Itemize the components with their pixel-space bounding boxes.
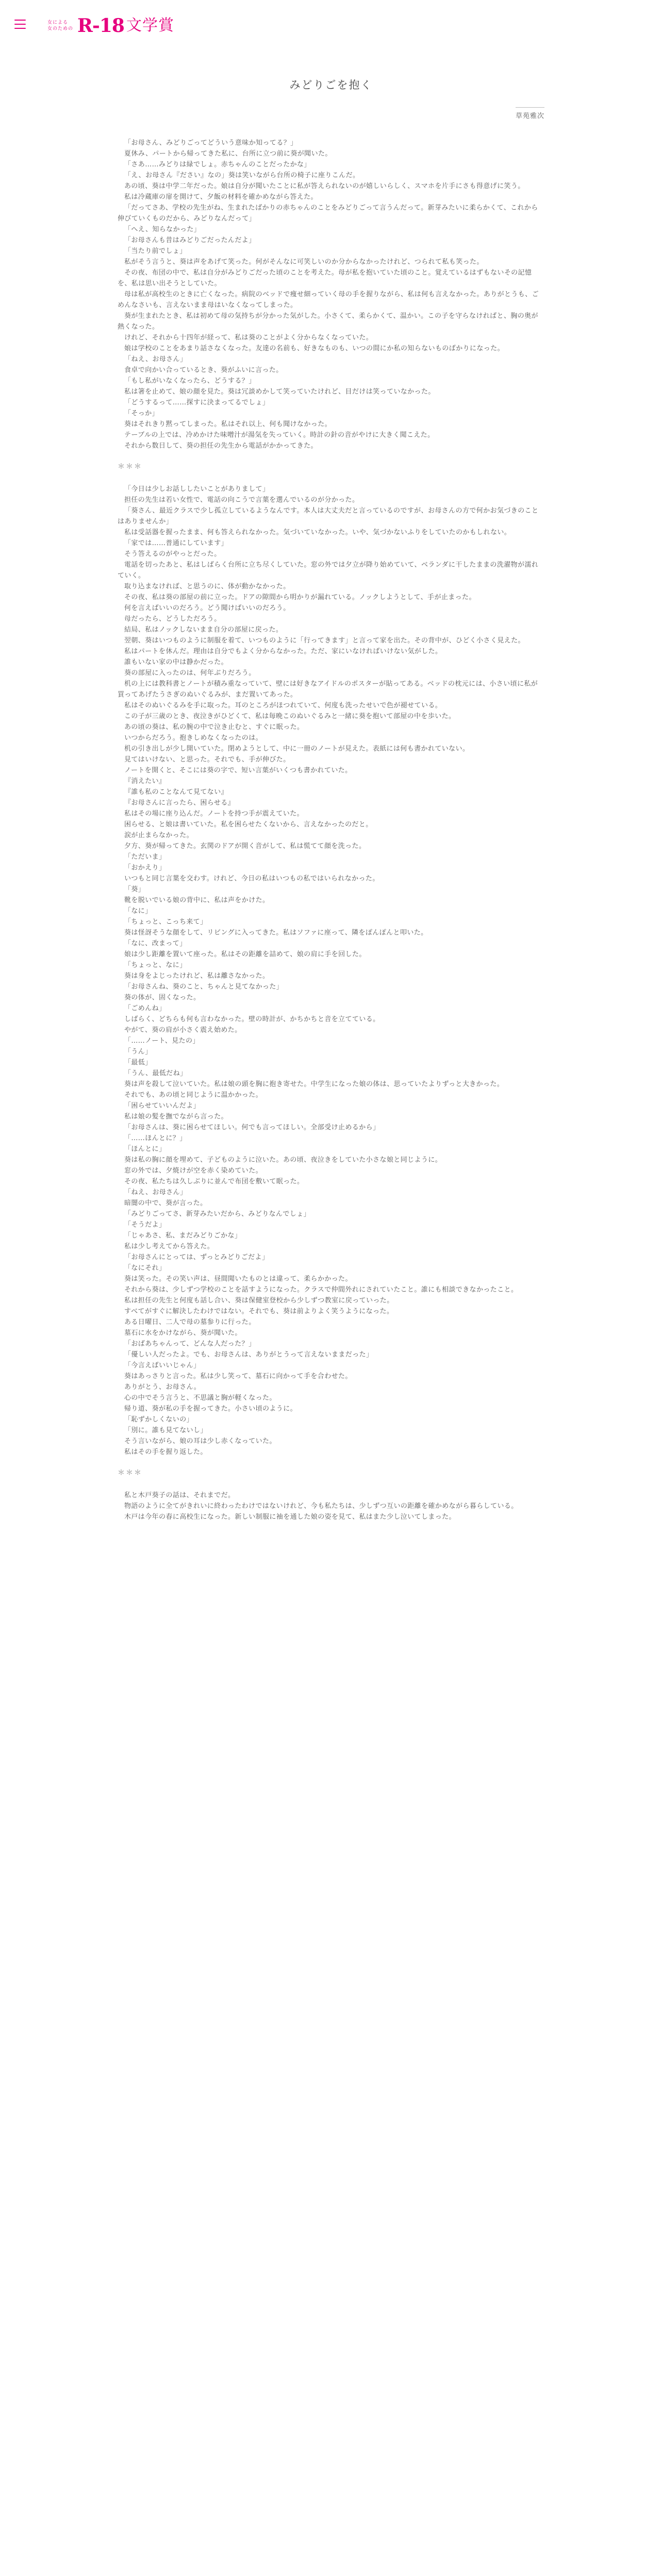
story-paragraph: 担任の先生は若い女性で、電話の向こうで言葉を選んでいるのが分かった。 [124,496,359,504]
story-paragraph: 「じゃあさ、私、まだみどりごかな」 [124,1232,242,1240]
story-paragraph: その夜、布団の中で、私は自分がみどりごだった頃のことを考えた。母が私を抱いていた頃のこと。覚えているはずもないその記憶を、私は思い出そうとしていた。 [118,269,532,287]
story-paragraph: 「お母さんも昔はみどりごだったんだよ」 [124,236,256,244]
story-paragraph: 墓石に水をかけながら、葵が聞いた。 [124,1329,242,1337]
story-paragraph: 母は私が高校生のときに亡くなった。病院のベッドで痩せ細っていく母の手を握りながら、私は何も言えなかった。ありがとうも、ごめんなさいも、言えないまま母はいなくなってしまった。 [118,291,539,309]
story-paragraph: 「そっか」 [124,410,159,417]
story-paragraph: 私はそのぬいぐるみを手に取った。耳のところがほつれていて、何度も洗ったせいで色が褪せている。 [124,702,442,709]
story-paragraph: 帰り道、葵が私の手を握ってきた。小さい頃のように。 [124,1405,297,1413]
story-paragraph: 『お母さんに言ったら、困らせる』 [124,799,235,807]
story-part-1 [118,138,544,451]
story-paragraph: 葵は私の胸に顔を埋めて、子どものように泣いた。あの頃、夜泣きをしていた小さな娘と同じように。 [124,1156,442,1164]
story-paragraph: 「今言えばいいじゃん」 [124,1362,201,1369]
story-paragraph: それから葵は、少しずつ学校のことを話すようになった。クラスで仲間外れにされていたこと。誰にも相談できなかったこと。 [124,1286,518,1294]
story-paragraph: ノートを開くと、そこには葵の字で、短い言葉がいくつも書かれていた。 [124,767,352,774]
story-paragraph: 翌朝、葵はいつものように制服を着て、いつものように「行ってきます」と言って家を出た。その背中が、ひどく小さく見えた。 [124,637,525,645]
story-paragraph: 「どうするって……探すに決まってるでしょ」 [124,399,270,406]
story-paragraph: 「お母さんね、葵のこと、ちゃんと見てなかった」 [124,983,284,991]
story-paragraph: この子が三歳のとき、夜泣きがひどくて、私は毎晩このぬいぐるみと一緒に葵を抱いて部屋の中を歩いた。 [124,713,456,720]
story-paragraph: 「ねえ、お母さん」 [124,1189,187,1196]
story-paragraph: 「お母さん、みどりごってどういう意味か知ってる？」 [124,139,297,147]
story-paragraph: 「葵」 [124,886,145,893]
story-paragraph: 私がそう言うと、葵は声をあげて笑った。何がそんなに可笑しいのか分からなかったけれど、つられて私も笑った。 [124,258,484,266]
site-header [0,0,662,52]
story-paragraph: 「え、お母さん『ださい』なの」葵は笑いながら台所の椅子に座りこんだ。 [124,172,360,179]
story-paragraph: 「もし私がいなくなったら、どうする？」 [124,377,256,385]
story-paragraph: いつからだろう。抱きしめなくなったのは。 [124,734,263,742]
story-paragraph: 食卓で向かい合っているとき、葵がふいに言った。 [124,366,283,374]
story-paragraph: 誰もいない家の中は静かだった。 [124,658,228,666]
story-paragraph: しばらく、どちらも何も言わなかった。壁の時計が、かちかちと音を立てている。 [124,1015,380,1023]
story-paragraph: すべてがすぐに解決したわけではない。それでも、葵は前よりよく笑うようになった。 [124,1308,394,1315]
story-paragraph: 私は冷蔵庫の扉を開けて、夕飯の材料を確かめながら答えた。 [124,193,318,201]
story-paragraph: 葵はあっさりと言った。私は少し笑って、墓石に向かって手を合わせた。 [124,1372,352,1380]
story-paragraph: 「おばあちゃんって、どんな人だった？」 [124,1340,256,1348]
story-paragraph: 「だってさあ、学校の先生がね、生まれたばかりの赤ちゃんのことをみどりごって言うんだって。新芽みたいに柔らかくて、これから伸びていくものだから、みどりなんだって」 [118,204,538,223]
story-paragraph: 「ごめんね」 [124,1005,166,1012]
story-paragraph: 「なに」 [124,907,152,915]
story-paragraph: 暗闇の中で、葵が言った。 [124,1199,207,1207]
story-paragraph: 電話を切ったあと、私はしばらく台所に立ち尽くしていた。窓の外では夕立が降り始めていて、ベランダに干したままの洗濯物が濡れていく。 [118,561,539,580]
story-paragraph: 『消えたい』 [124,777,166,785]
story-paragraph: 私は娘の髪を撫でながら言った。 [124,1113,228,1121]
story-paragraph: 私は箸を止めて、娘の顔を見た。葵は冗談めかして笑っていたけれど、目だけは笑っていなかった。 [124,388,435,396]
story-article [118,77,544,1522]
story-paragraph: あの頃、葵は中学二年だった。娘は自分が聞いたことに私が答えられないのが嬉しいらしく、スマホを片手にさも得意げに笑う。 [124,182,525,190]
story-part-3 [118,1490,544,1522]
story-body [118,138,544,1522]
story-paragraph: 娘は少し距離を置いて座った。私はその距離を詰めて、娘の肩に手を回した。 [124,951,366,958]
story-paragraph: 「葵さん、最近クラスで少し孤立しているようなんです。本人は大丈夫だと言っているのですが、お母さんの方で何かお気づきのことはありませんか」 [118,507,539,526]
story-paragraph: 葵は怪訝そうな顔をして、リビングに入ってきた。私はソファに座って、隣をぽんぽんと叩いた。 [124,929,428,937]
story-paragraph: 何を言えばいいのだろう。どう聞けばいいのだろう。 [124,604,290,612]
story-paragraph: 「なに、改まって」 [124,940,187,947]
story-paragraph: 「ただいま」 [124,853,166,861]
story-paragraph: 葵が生まれたとき、私は初めて母の気持ちが分かった気がした。小さくて、柔らかくて、温かい。この子を守らなければと、胸の奥が熱くなった。 [118,312,538,331]
story-paragraph: 私はパートを休んだ。理由は自分でもよく分からなかった。ただ、家にいなければいけない気がした。 [124,648,442,655]
story-paragraph: 葵は身をよじったけれど、私は離さなかった。 [124,972,270,980]
story-paragraph: 葵の部屋に入ったのは、何年ぶりだろう。 [124,669,256,677]
story-paragraph: ありがとう、お母さん。 [124,1383,201,1391]
section-break: ＊＊＊ [118,463,142,471]
story-paragraph: やがて、葵の肩が小さく震え始めた。 [124,1026,242,1034]
menu-bar [14,28,26,29]
story-paragraph: いつもと同じ言葉を交わす。けれど、今日の私はいつもの私ではいられなかった。 [124,875,379,883]
story-paragraph: 困らせる、と娘は書いていた。私を困らせたくないから、言えなかったのだと。 [124,821,373,828]
story-paragraph: そう言いながら、娘の耳は少し赤くなっていた。 [124,1437,276,1445]
story-paragraph: 靴を脱いでいる娘の背中に、私は声をかけた。 [124,896,270,904]
story-paragraph: 「そうだよ」 [124,1221,166,1229]
story-paragraph: 「……ノート、見たの」 [124,1037,200,1045]
section-break: ＊＊＊ [118,1469,142,1477]
story-part-2 [118,484,544,1458]
story-paragraph: 私はその手を握り返した。 [124,1448,207,1456]
story-paragraph: 「恥ずかしくないの」 [124,1416,194,1423]
story-paragraph: 私は担任の先生と何度も話し合い、葵は保健室登校から少しずつ教室に戻っていった。 [124,1297,394,1304]
logo-mark: R-18 [77,15,124,37]
story-paragraph: 葵の体が、固くなった。 [124,994,201,1002]
author-block [118,107,544,120]
story-paragraph: 見てはいけない、と思った。それでも、手が伸びた。 [124,756,290,764]
story-paragraph: それでも、あの頃と同じように温かかった。 [124,1091,263,1099]
hamburger-menu-icon[interactable] [14,20,26,29]
story-paragraph: 私は少し考えてから答えた。 [124,1243,214,1250]
story-paragraph: その夜、私は葵の部屋の前に立った。ドアの隙間から明かりが漏れている。ノックしようとして、手が止まった。 [124,594,476,601]
logo-tagline-line-1: 女による [47,20,69,25]
story-paragraph: 「さあ……みどりは緑でしょ。赤ちゃんのことだったかな」 [124,161,311,168]
story-paragraph: 私と木戸葵子の話は、それまでだ。 [124,1492,235,1499]
story-paragraph: 葵はそれきり黙ってしまった。私はそれ以上、何も聞けなかった。 [124,420,332,428]
story-paragraph: あの頃の葵は、私の腕の中で泣き止むと、すぐに眠った。 [124,723,304,731]
menu-bar [14,24,26,25]
story-title: みどりごを抱く [289,79,373,91]
story-paragraph: テーブルの上では、冷めかけた味噌汁が湯気を失っていく。時計の針の音がやけに大きく聞こえた。 [124,431,435,439]
story-paragraph: 「優しい人だったよ。でも、お母さんは、ありがとうって言えないままだった」 [124,1351,373,1359]
story-paragraph: 葵は笑った。その笑い声は、昼間聞いたものとは違って、柔らかかった。 [124,1275,352,1283]
story-paragraph: 木戸は今年の春に高校生になった。新しい制服に袖を通した娘の姿を見て、私はまた少し泣いてしまった。 [124,1513,456,1521]
story-paragraph: 「家では……普通にしています」 [124,539,228,547]
story-paragraph: 心の中でそう言うと、不思議と胸が軽くなった。 [124,1394,276,1402]
logo-tagline [47,20,73,32]
story-paragraph: 私はその場に座り込んだ。ノートを持つ手が震えていた。 [124,810,304,818]
author-name: 草苑雅次 [516,107,544,120]
site-logo[interactable] [47,14,174,37]
story-paragraph: 「ほんとに」 [124,1145,166,1153]
story-paragraph: 娘は学校のことをあまり話さなくなった。友達の名前も、好きなものも、いつの間にか私の知らないものばかりになった。 [124,345,505,352]
story-paragraph: 「別に。誰も見てないし」 [124,1427,207,1434]
story-paragraph: 「なにそれ」 [124,1264,166,1272]
story-paragraph: 「へえ、知らなかった」 [124,226,201,233]
story-paragraph: 「みどりごってさ、新芽みたいだから、みどりなんでしょ」 [124,1210,311,1218]
story-paragraph: それから数日して、葵の担任の先生から電話がかかってきた。 [124,442,318,450]
story-paragraph: 「お母さんにとっては、ずっとみどりごだよ」 [124,1253,269,1261]
story-paragraph: 取り込まなければ、と思うのに、体が動かなかった。 [124,583,290,590]
story-paragraph: 涙が止まらなかった。 [124,832,194,839]
story-paragraph: 葵は声を殺して泣いていた。私は娘の頭を胸に抱き寄せた。中学生になった娘の体は、思っていたよりずっと大きかった。 [124,1080,504,1088]
story-paragraph: 窓の外では、夕焼けが空を赤く染めていた。 [124,1167,263,1175]
story-paragraph: 夏休み、パートから帰ってきた私に、台所に立つ前に葵が聞いた。 [124,150,332,158]
story-paragraph: 「ちょっと、なに」 [124,961,187,969]
story-paragraph: けれど、それから十四年が経って、私は葵のことがよく分からなくなっていた。 [124,334,373,342]
logo-tagline-line-2: 女のための [47,26,74,31]
story-paragraph: 「ねえ、お母さん」 [124,355,187,363]
story-paragraph: 結局、私はノックしないまま自分の部屋に戻った。 [124,626,283,634]
story-paragraph: 「困らせていいんだよ」 [124,1102,201,1110]
story-paragraph: 私は受話器を握ったまま、何も答えられなかった。気づいていなかった。いや、気づかないふりをしていたのかもしれない。 [124,529,511,536]
story-paragraph: 机の引き出しが少し開いていた。閉めようとして、中に一冊のノートが見えた。表紙には何も書かれていない。 [124,745,470,753]
story-paragraph: 「ちょっと、こっち来て」 [124,918,207,926]
story-paragraph: 「うん」 [124,1048,152,1056]
story-paragraph: 「お母さんは、葵に困らせてほしい。何でも言ってほしい。全部受け止めるから」 [124,1124,380,1131]
story-paragraph: 母だったら、どうしただろう。 [124,615,221,623]
story-paragraph: 「今日は少しお話ししたいことがありまして」 [124,485,270,493]
story-paragraph: 「おかえり」 [124,864,166,872]
story-paragraph: 「うん、最低だね」 [124,1070,187,1077]
story-paragraph: 『誰も私のことなんて見てない』 [124,788,228,796]
story-paragraph: 机の上には教科書とノートが積み重なっていて、壁には好きなアイドルのポスターが貼ってある。ベッドの枕元には、小さい頃に私が買ってあげたうさぎのぬいぐるみが、まだ置いてあった。 [118,680,538,699]
story-paragraph: 「……ほんとに？」 [124,1134,187,1142]
story-paragraph: 「当たり前でしょ」 [124,247,187,255]
story-paragraph: 物語のように全てがきれいに終わったわけではないけれど、今も私たちは、少しずつ互いの距離を確かめながら暮らしている。 [124,1502,518,1510]
logo-prize-name: 文学賞 [126,16,174,35]
story-paragraph: その夜、私たちは久しぶりに並んで布団を敷いて眠った。 [124,1178,304,1185]
story-paragraph: そう答えるのがやっとだった。 [124,550,221,558]
story-paragraph: 「最低」 [124,1059,152,1066]
story-paragraph: ある日曜日、二人で母の墓参りに行った。 [124,1318,256,1326]
menu-bar [14,20,26,21]
story-paragraph: 夕方、葵が帰ってきた。玄関のドアが開く音がして、私は慌てて顔を洗った。 [124,842,366,850]
